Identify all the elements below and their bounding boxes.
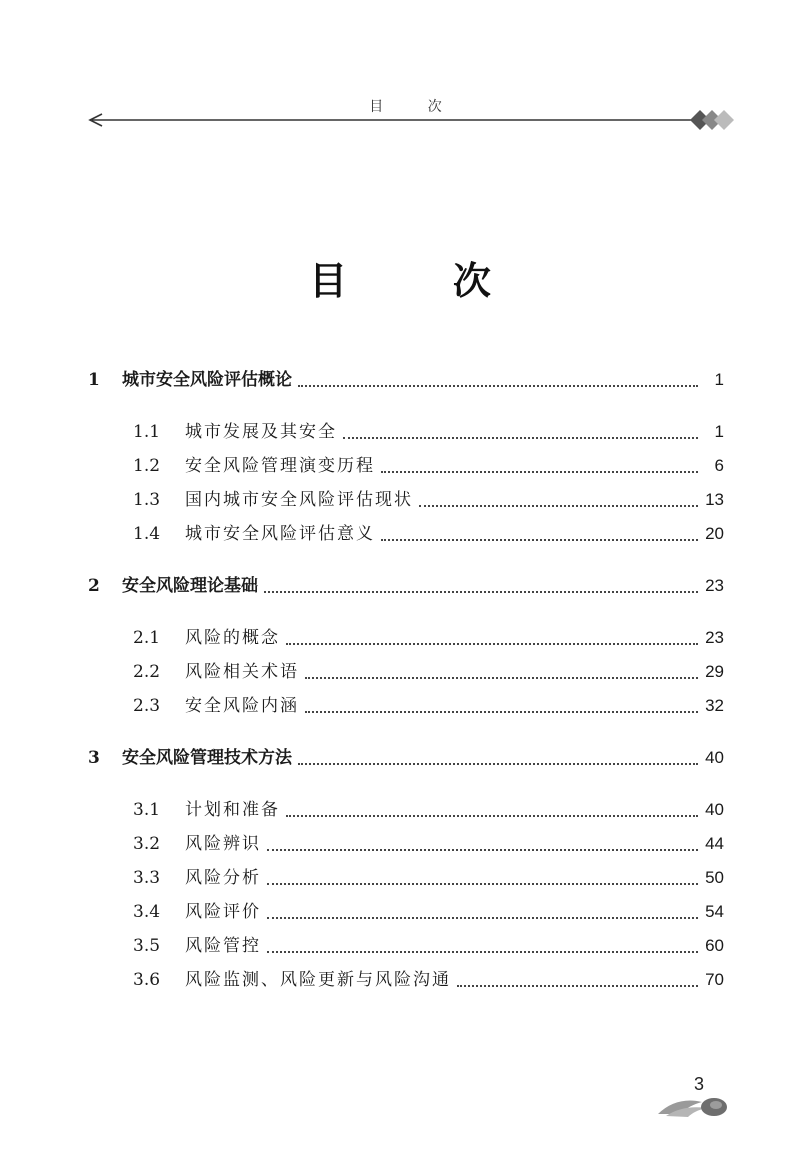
chapter-number: 3	[88, 748, 100, 768]
leader-dots	[305, 677, 698, 679]
section-title: 风险辨识	[185, 834, 261, 854]
toc-section-2-1[interactable]	[133, 624, 724, 652]
leader-dots	[381, 539, 698, 541]
leader-dots	[267, 951, 698, 953]
leader-dots	[286, 815, 698, 817]
section-title: 计划和准备	[185, 800, 280, 820]
chapter-title: 安全风险管理技术方法	[122, 748, 292, 768]
leader-dots	[267, 883, 698, 885]
page-ref: 23	[705, 576, 724, 595]
section-title: 风险管控	[185, 936, 261, 956]
page-number: 3	[693, 1074, 704, 1094]
section-title: 安全风险管理演变历程	[185, 456, 375, 476]
page-title: 目 次	[309, 258, 491, 303]
section-number: 1.1	[133, 422, 161, 442]
page-ref: 40	[705, 800, 724, 819]
toc-section-3-6[interactable]	[133, 966, 724, 994]
running-title: 目 次	[369, 99, 443, 115]
page-ref: 50	[705, 868, 724, 887]
leader-dots	[267, 917, 698, 919]
section-title: 风险相关术语	[185, 662, 299, 682]
section-title: 风险评价	[185, 902, 261, 922]
page-ref: 40	[705, 748, 724, 767]
section-number: 2.2	[133, 662, 161, 682]
page-ref: 70	[705, 970, 724, 989]
section-title: 风险分析	[185, 868, 261, 888]
toc-section-2-2[interactable]	[133, 658, 724, 686]
section-number: 1.3	[133, 490, 161, 510]
toc-section-3-1[interactable]	[133, 796, 724, 824]
page-ref: 1	[714, 422, 724, 441]
section-title: 国内城市安全风险评估现状	[185, 490, 413, 510]
toc-section-2-3[interactable]	[133, 692, 724, 720]
wave-ornament-icon	[656, 1094, 730, 1120]
section-title: 风险的概念	[185, 628, 280, 648]
toc-chapter-2[interactable]	[88, 572, 724, 600]
section-title: 城市安全风险评估意义	[185, 524, 375, 544]
toc-chapter-1[interactable]	[88, 366, 724, 394]
page-ref: 1	[714, 370, 724, 389]
section-number: 2.3	[133, 696, 161, 716]
leader-dots	[298, 385, 698, 387]
toc-section-3-2[interactable]	[133, 830, 724, 858]
leader-dots	[457, 985, 698, 987]
page-ref: 13	[705, 490, 724, 509]
running-header	[86, 92, 736, 132]
page-ref: 54	[705, 902, 724, 921]
leader-dots	[267, 849, 698, 851]
section-number: 3.6	[133, 970, 161, 990]
leader-dots	[419, 505, 698, 507]
page-ref: 44	[705, 834, 724, 853]
toc-section-3-5[interactable]	[133, 932, 724, 960]
section-title: 城市发展及其安全	[185, 422, 337, 442]
section-number: 1.4	[133, 524, 161, 544]
section-number: 3.5	[133, 936, 161, 956]
section-number: 3.2	[133, 834, 161, 854]
page-ref: 32	[705, 696, 724, 715]
leader-dots	[264, 591, 698, 593]
page-ref: 20	[705, 524, 724, 543]
leader-dots	[343, 437, 698, 439]
section-number: 3.1	[133, 800, 161, 820]
section-number: 1.2	[133, 456, 161, 476]
section-title: 安全风险内涵	[185, 696, 299, 716]
toc-chapter-3[interactable]	[88, 744, 724, 772]
toc-section-1-4[interactable]	[133, 520, 724, 548]
page-ref: 23	[705, 628, 724, 647]
chapter-title: 安全风险理论基础	[122, 576, 258, 596]
toc-section-1-3[interactable]	[133, 486, 724, 514]
chapter-number: 2	[88, 576, 100, 596]
toc-section-1-2[interactable]	[133, 452, 724, 480]
page-ref: 29	[705, 662, 724, 681]
leader-dots	[286, 643, 698, 645]
leader-dots	[298, 763, 698, 765]
leader-dots	[381, 471, 698, 473]
section-number: 3.4	[133, 902, 161, 922]
page-ref: 6	[714, 456, 724, 475]
section-number: 3.3	[133, 868, 161, 888]
chapter-title: 城市安全风险评估概论	[122, 370, 292, 390]
toc-section-1-1[interactable]	[133, 418, 724, 446]
section-title: 风险监测、风险更新与风险沟通	[185, 970, 451, 990]
leader-dots	[305, 711, 698, 713]
page-ref: 60	[705, 936, 724, 955]
chapter-number: 1	[88, 370, 100, 390]
section-number: 2.1	[133, 628, 161, 648]
toc-section-3-3[interactable]	[133, 864, 724, 892]
toc-section-3-4[interactable]	[133, 898, 724, 926]
